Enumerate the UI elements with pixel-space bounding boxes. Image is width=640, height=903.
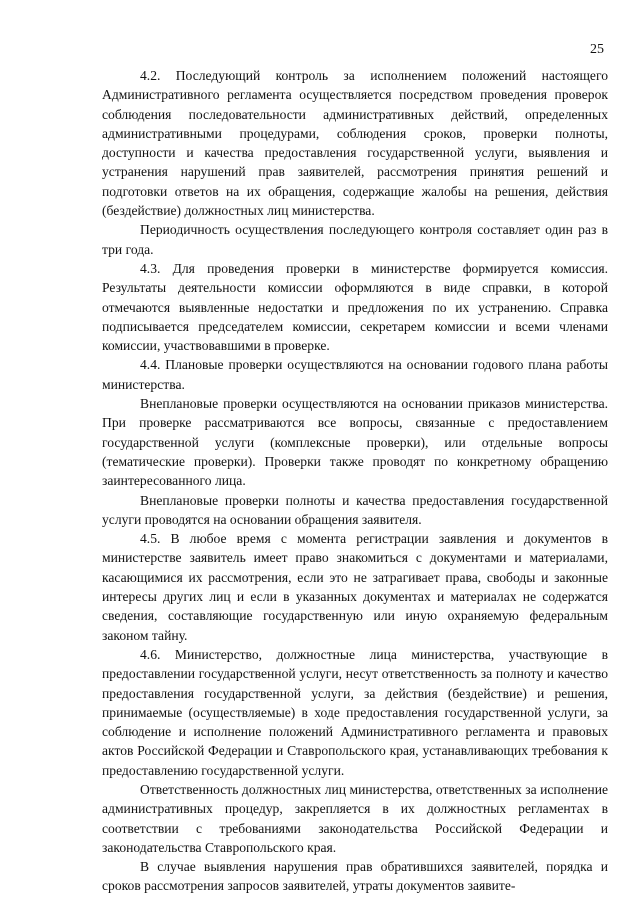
paragraph-unplanned-quality-checks: Внеплановые проверки полноты и качества предоставления государственной услуги проводятся на основании обращения заявителя. (102, 492, 608, 527)
paragraph-responsibility: Ответственность должностных лиц министерства, ответственных за исполнение административных процедур, закрепляется в их должностных регламентах в соответствии с требованиями законодательства Российской Федерации и законодательства Ставропольского края. (102, 781, 608, 855)
paragraph-4-6: 4.6. Министерство, должностные лица министерства, участвующие в предоставлении государственной услуги, несут ответственность за полноту и качество предоставления государственной услуги, за действия (бездействие) и решения, принимаемые (осуществляемые) в ходе предоставления государственной услуги, за соблюдение и исполнение положений Административного регламента и правовых актов Российской Федерации и Ставропольского края, устанавливающих требования к предоставлению государственной услуги. (102, 646, 608, 778)
page-number: 25 (590, 42, 604, 57)
paragraph-periodicity: Периодичность осуществления последующего контроля составляет один раз в три года. (102, 222, 608, 257)
paragraph-4-5: 4.5. В любое время с момента регистрации заявления и документов в министерстве заявитель имеет право знакомиться с документами и материалами, касающимися их рассмотрения, если это не затрагивает права, свободы и законные интересы других лиц и если в указанных документах и материалах не содержатся сведения, составляющие государственную или иную охраняемую федеральным законом тайну. (102, 531, 608, 643)
paragraph-4-2: 4.2. Последующий контроль за исполнением положений настоящего Административного регламента осуществляется посредством проведения проверок соблюдения последовательности административных действий, определенных административными процедурами, соблюдения сроков, проверки полноты, доступности и качества предоставления государственной услуги, выявления и устранения нарушений прав заявителей, рассмотрения принятия решений и подготовки ответов на их обращения, содержащие жалобы на решения, действия (бездействие) должностных лиц министерства. (102, 68, 608, 219)
paragraph-4-4: 4.4. Плановые проверки осуществляются на основании годового плана работы министерства. (102, 357, 608, 392)
paragraph-unplanned-checks: Внеплановые проверки осуществляются на основании приказов министерства. При проверке рассматриваются все вопросы, связанные с предоставлением государственной услуги (комплексные проверки), или отдельные вопросы (тематические проверки). Проверки также проводят по конкретному обращению заинтересованного лица. (102, 396, 608, 489)
paragraph-violations: В случае выявления нарушения прав обратившихся заявителей, порядка и сроков рассмотрения запросов заявителей, утраты документов заявите- (102, 859, 608, 894)
document-body (102, 66, 608, 896)
paragraph-4-3: 4.3. Для проведения проверки в министерстве формируется комиссия. Результаты деятельности комиссии оформляются в виде справки, в которой отмечаются выявленные недостатки и предложения по их устранению. Справка подписывается председателем комиссии, секретарем комиссии и всеми членами комиссии, участвовавшими в проверке. (102, 260, 608, 354)
